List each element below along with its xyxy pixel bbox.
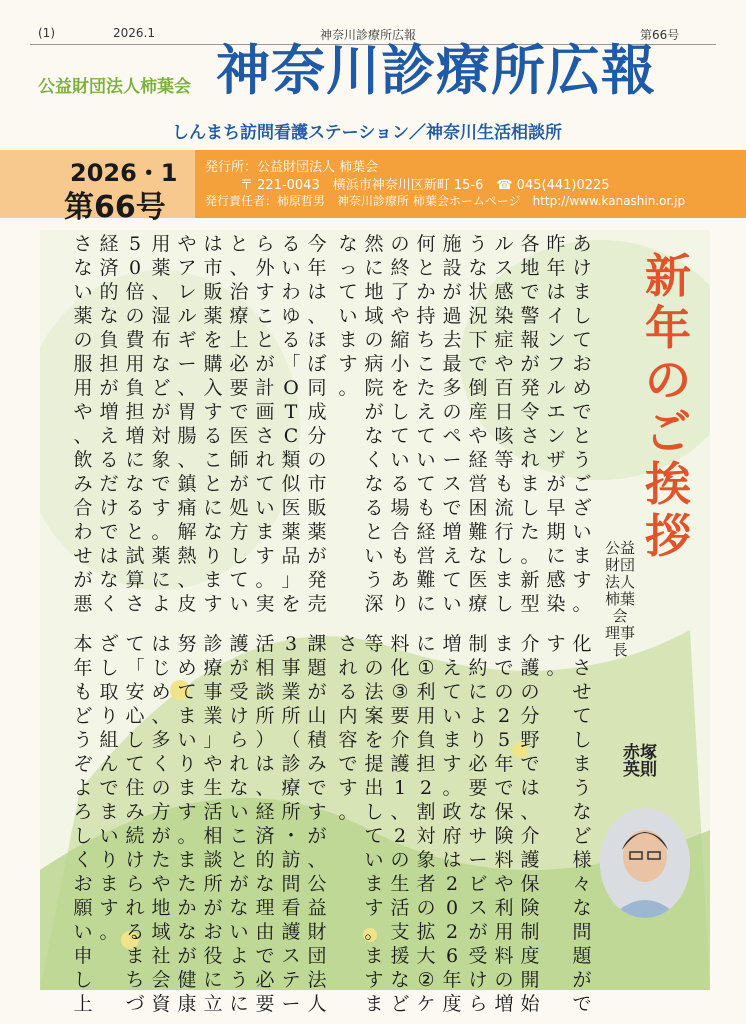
newsletter-subtitle: しんまち訪問看護ステーション／神奈川生活相談所	[172, 123, 562, 143]
article-column: 護 が 受 け ら れ な い こ と が な い よ う に	[229, 633, 249, 1015]
byline-organization: 公益財団法人柿葉会 理事長	[604, 539, 636, 659]
article-column: 努 め て ま い り ま す 。 ま た か な が 健 康	[177, 633, 197, 1015]
article-column: 課 題 が 山 積 み で す が 、 公 益 財 団 法 人	[307, 633, 327, 1015]
article-column: ざ し 取 り 組 ん で ま い り ま す 。	[99, 633, 119, 943]
article-column: 経 済 的 な 負 担 が 増 え る だ け で は な く	[99, 233, 119, 615]
page-number: (1)	[38, 26, 55, 40]
article-heading: 新年のご挨拶	[645, 249, 691, 563]
article-column: 本 年 も ど う ぞ よ ろ し く お 願 い 申 し 上	[73, 633, 93, 1015]
article-column: 制 約 に よ り 必 要 な サ ー ビ ス が 受 け ら	[468, 633, 488, 1015]
publisher-line: 発行所：公益財団法人 柿葉会	[205, 160, 379, 175]
issue-date: 2026・1	[70, 159, 178, 187]
article-column: う な 状 況 下 で 倒 産 や 経 営 困 難 な 医 療	[468, 233, 488, 615]
article-column: さ な い 薬 の 服 用 や 、 飲 み 合 わ せ が 悪	[73, 233, 93, 615]
article-column: 然 に 地 域 の 病 院 が な く な る と い う 深	[364, 233, 384, 615]
article-column: 何 と か 持 ち こ た え て い て も 経 営 難 に	[416, 233, 436, 615]
newsletter-title: 神奈川診療所広報	[216, 39, 656, 102]
article-column: は 市 販 薬 を 購 入 す る こ と に な り ま す	[203, 233, 223, 615]
article-column: と 、 治 療 上 必 要 で 医 師 が 処 方 し て い	[229, 233, 249, 615]
issue-number: 第66号	[64, 190, 166, 225]
article-column: て 「 安 心 し て 住 み 続 け ら れ る ま ち づ	[125, 633, 145, 1015]
article-column: 各 地 で 警 報 が 発 令 さ れ ま し た 。 新 型	[520, 233, 540, 615]
person-icon	[600, 808, 690, 918]
article-column: に ① 利 用 負 担 2 割 対 象 者 の 拡 大 ② ケ	[416, 633, 436, 1015]
article-column: な っ て い ま す 。	[338, 233, 358, 399]
article-column: 今 年 は 、 ほ ぼ 同 成 分 の 市 販 薬 が 発 売	[307, 233, 327, 615]
article-column: は じ め 、 多 く の 方 が た や 地 域 社 会 資	[151, 633, 171, 1015]
header-paper-name: 神奈川診療所広報	[320, 28, 417, 42]
article-column: 等 の 法 案 を 提 出 し て い ま す 。 ま す ま	[364, 633, 384, 1015]
article-column: 3 事 業 所 （ 診 療 所 ・ 訪 問 看 護 ス テ ー	[281, 633, 301, 1015]
article-column: 昨 年 は イ ン フ ル エ ン ザ が 早 期 に 感 染	[546, 233, 566, 615]
article-column: ル ス 感 染 症 や 百 日 咳 等 も 流 行 し ま し	[494, 233, 514, 615]
article-column: 増 え て い ま す 。 政 府 は 2 0 2 6 年 度	[442, 633, 462, 1015]
article-column: 活 相 談 所 ） は 、 経 済 的 な 理 由 で 必 要	[255, 633, 275, 1015]
article-column: 用 薬 、 湿 布 な ど が 対 象 で す 。 薬 に よ	[151, 233, 171, 615]
article-column: や ア レ ル ギ ー 、 胃 腸 、 鎮 痛 解 熱 、 皮	[177, 233, 197, 615]
byline-name: 赤塚英則	[623, 743, 657, 780]
article-column: 介 護 の 分 野 で は 、 介 護 保 険 制 度 開 始	[520, 633, 540, 1015]
article-column: の 終 了 や 縮 小 を し て い る 場 合 も あ り	[390, 233, 410, 615]
editor-line: 発行責任者：柿原哲男 神奈川診療所 柿葉会ホームページ http://www.kanashin.or.jp	[205, 194, 686, 208]
article-column: 化 さ せ て し ま う な ど 様 々 な 問 題 が で	[572, 633, 592, 1015]
article-column: さ れ る 内 容 で す 。	[338, 633, 358, 823]
article-column: 5 0 倍 の 費 用 負 担 増 に な る と 試 算 さ	[125, 233, 145, 615]
header-date: 2026.1	[113, 26, 155, 40]
article-column: 施 設 が 過 去 最 多 の ペ ー ス で 増 え て い	[442, 233, 462, 615]
article-column: ら 外 す こ と が 計 画 さ れ て い ま す 。 実	[255, 233, 275, 615]
article-column: 料 化 ③ 要 介 護 1 、 2 の 生 活 支 援 な ど	[390, 633, 410, 1015]
article-column: 診 療 事 業 」 や 生 活 相 談 所 が お 役 に 立	[203, 633, 223, 1015]
article-column: す 。	[546, 633, 566, 679]
organization-name: 公益財団法人柿葉会	[38, 77, 191, 97]
article-column: あ け ま し て お め で と う ご ざ い ま す 。	[572, 233, 592, 615]
author-photo	[600, 808, 690, 918]
article-column: ま で の 2 5 年 で 保 険 料 や 利 用 料 の 増	[494, 633, 514, 1015]
header-issue: 第66号	[640, 28, 680, 42]
address-line: 〒 221-0043 横浜市神奈川区新町 15-6 ☎ 045(441)0225	[240, 178, 610, 193]
article-column: る い わ ゆ る 「 O T C 類 似 医 薬 品 」 を	[281, 233, 301, 615]
